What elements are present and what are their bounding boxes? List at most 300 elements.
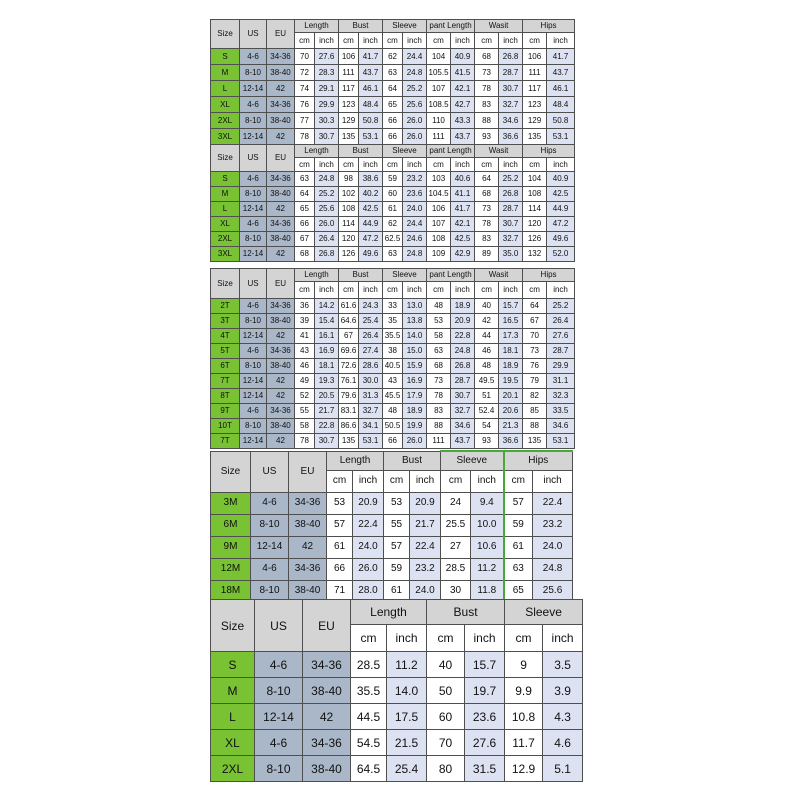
inch-cell: 16.9 (403, 374, 427, 389)
cm-cell: 73 (475, 65, 499, 81)
cm-cell: 129 (523, 113, 547, 129)
cm-cell: 38 (383, 344, 403, 359)
inch-cell: 29.9 (547, 359, 575, 374)
inch-cell: 18.1 (499, 344, 523, 359)
cm-cell: 64 (383, 81, 403, 97)
table-row (211, 374, 575, 389)
table-row (211, 97, 575, 113)
cm-cell: 132 (523, 247, 547, 262)
cm-cell: 85 (523, 404, 547, 419)
cm-cell: 35.5 (351, 678, 387, 704)
cm-cell: 35 (383, 314, 403, 329)
inch-cell: 19.9 (403, 419, 427, 434)
cm-cell: 42 (475, 314, 499, 329)
group-header-sleeve: Sleeve (383, 145, 427, 158)
cm-cell: 104 (427, 49, 451, 65)
inch-cell: 34.6 (451, 419, 475, 434)
cm-cell: 135 (523, 434, 547, 449)
unit-inch: inch (451, 282, 475, 299)
inch-cell: 23.6 (465, 704, 505, 730)
table-row (211, 404, 575, 419)
eu-cell: 34-36 (267, 172, 295, 187)
inch-cell: 41.7 (451, 202, 475, 217)
cm-cell: 88 (475, 113, 499, 129)
inch-cell: 26.8 (315, 247, 339, 262)
us-cell: 4-6 (240, 344, 267, 359)
inch-cell: 17.3 (499, 329, 523, 344)
group-header-bust: Bust (427, 600, 505, 625)
inch-cell: 52.0 (547, 247, 575, 262)
cm-cell: 11.7 (505, 730, 543, 756)
cm-cell: 63 (383, 247, 403, 262)
unit-cm: cm (339, 282, 359, 299)
inch-cell: 53.1 (359, 129, 383, 145)
group-header-sleeve: Sleeve (441, 451, 504, 470)
inch-cell: 14.0 (403, 329, 427, 344)
inch-cell: 26.4 (315, 232, 339, 247)
inch-cell: 48.4 (547, 97, 575, 113)
cm-cell: 114 (523, 202, 547, 217)
inch-cell: 15.0 (403, 344, 427, 359)
inch-cell: 10.6 (471, 536, 504, 558)
cm-cell: 44.5 (351, 704, 387, 730)
table-row (211, 129, 575, 145)
inch-cell: 26.0 (403, 113, 427, 129)
header-eu: EU (303, 600, 351, 652)
cm-cell: 70 (523, 329, 547, 344)
inch-cell: 41.7 (547, 49, 575, 65)
group-header-sleeve: Sleeve (383, 269, 427, 282)
cm-cell: 36 (295, 299, 315, 314)
size-cell: 12M (211, 558, 251, 580)
inch-cell: 20.9 (410, 492, 441, 514)
inch-cell: 11.2 (471, 558, 504, 580)
cm-cell: 63 (427, 344, 451, 359)
inch-cell: 24.6 (403, 232, 427, 247)
inch-cell: 15.7 (465, 652, 505, 678)
size-cell: S (211, 172, 240, 187)
us-cell: 4-6 (240, 404, 267, 419)
inch-cell: 16.5 (499, 314, 523, 329)
header-size: Size (211, 20, 240, 49)
us-cell: 4-6 (240, 97, 267, 113)
inch-cell: 24.3 (359, 299, 383, 314)
inch-cell: 26.0 (403, 434, 427, 449)
inch-cell: 25.2 (547, 299, 575, 314)
table-row (211, 81, 575, 97)
header-eu: EU (267, 269, 295, 299)
size-cell: S (211, 49, 240, 65)
inch-cell: 19.5 (499, 374, 523, 389)
unit-cm: cm (523, 33, 547, 49)
eu-cell: 34-36 (303, 730, 351, 756)
size-cell: XL (211, 730, 255, 756)
cm-cell: 53 (384, 492, 410, 514)
cm-cell: 78 (427, 389, 451, 404)
header-us: US (240, 145, 267, 172)
cm-cell: 105.5 (427, 65, 451, 81)
cm-cell: 72.6 (339, 359, 359, 374)
cm-cell: 83 (475, 97, 499, 113)
cm-cell: 123 (339, 97, 359, 113)
inch-cell: 49.6 (547, 232, 575, 247)
inch-cell: 15.7 (499, 299, 523, 314)
cm-cell: 24 (441, 492, 471, 514)
group-header-sleeve: Sleeve (383, 20, 427, 33)
inch-cell: 24.0 (410, 580, 441, 602)
inch-cell: 41.5 (451, 65, 475, 81)
header-eu: EU (267, 145, 295, 172)
unit-cm: cm (427, 33, 451, 49)
cm-cell: 78 (475, 217, 499, 232)
size-cell: L (211, 202, 240, 217)
inch-cell: 32.7 (499, 97, 523, 113)
cm-cell: 126 (523, 232, 547, 247)
cm-cell: 57 (327, 514, 353, 536)
inch-cell: 43.7 (547, 65, 575, 81)
cm-cell: 58 (427, 329, 451, 344)
inch-cell: 24.8 (451, 344, 475, 359)
inch-cell: 23.2 (533, 514, 573, 536)
unit-cm: cm (475, 33, 499, 49)
eu-cell: 34-36 (267, 299, 295, 314)
unit-inch: inch (547, 282, 575, 299)
unit-cm: cm (339, 158, 359, 172)
inch-cell: 42.7 (451, 97, 475, 113)
inch-cell: 28.7 (451, 374, 475, 389)
inch-cell: 30.7 (315, 434, 339, 449)
inch-cell: 4.3 (543, 704, 583, 730)
inch-cell: 22.8 (315, 419, 339, 434)
inch-cell: 35.0 (499, 247, 523, 262)
unit-inch: inch (499, 282, 523, 299)
inch-cell: 50.8 (547, 113, 575, 129)
inch-cell: 29.1 (315, 81, 339, 97)
unit-inch: inch (451, 158, 475, 172)
inch-cell: 30.7 (451, 389, 475, 404)
unit-inch: inch (465, 625, 505, 652)
table-row (211, 419, 575, 434)
cm-cell: 48 (475, 359, 499, 374)
cm-cell: 120 (523, 217, 547, 232)
inch-cell: 24.0 (353, 536, 384, 558)
group-header-hips: Hips (523, 269, 575, 282)
cm-cell: 66 (383, 434, 403, 449)
eu-cell: 42 (289, 536, 327, 558)
group-header-length: Length (295, 269, 339, 282)
cm-cell: 55 (384, 514, 410, 536)
inch-cell: 40.9 (547, 172, 575, 187)
table-row (211, 359, 575, 374)
cm-cell: 109 (427, 247, 451, 262)
cm-cell: 64.5 (351, 756, 387, 782)
cm-cell: 61 (327, 536, 353, 558)
size-cell: XL (211, 217, 240, 232)
size-cell: XL (211, 97, 240, 113)
inch-cell: 41.1 (451, 187, 475, 202)
cm-cell: 68 (427, 359, 451, 374)
cm-cell: 63 (504, 558, 533, 580)
cm-cell: 83.1 (339, 404, 359, 419)
inch-cell: 17.5 (387, 704, 427, 730)
us-cell: 4-6 (251, 492, 289, 514)
cm-cell: 135 (339, 129, 359, 145)
cm-cell: 28.5 (351, 652, 387, 678)
header-eu: EU (289, 451, 327, 492)
cm-cell: 78 (475, 81, 499, 97)
eu-cell: 38-40 (267, 65, 295, 81)
cm-cell: 51 (475, 389, 499, 404)
table-row (211, 314, 575, 329)
cm-cell: 66 (295, 217, 315, 232)
eu-cell: 42 (267, 329, 295, 344)
cm-cell: 52.4 (475, 404, 499, 419)
inch-cell: 40.6 (451, 172, 475, 187)
size-cell: 8T (211, 389, 240, 404)
cm-cell: 106 (523, 49, 547, 65)
cm-cell: 67 (295, 232, 315, 247)
header-row (211, 269, 575, 282)
header-size: Size (211, 269, 240, 299)
size-cell: 2T (211, 299, 240, 314)
inch-cell: 38.6 (359, 172, 383, 187)
inch-cell: 43.7 (451, 434, 475, 449)
cm-cell: 44 (475, 329, 499, 344)
cm-cell: 59 (383, 172, 403, 187)
inch-cell: 26.8 (499, 187, 523, 202)
inch-cell: 27.6 (547, 329, 575, 344)
cm-cell: 57 (384, 536, 410, 558)
table-row (211, 49, 575, 65)
inch-cell: 44.9 (547, 202, 575, 217)
cm-cell: 86.6 (339, 419, 359, 434)
eu-cell: 42 (303, 704, 351, 730)
inch-cell: 18.1 (315, 359, 339, 374)
inch-cell: 24.8 (403, 65, 427, 81)
cm-cell: 67 (523, 314, 547, 329)
eu-cell: 38-40 (289, 580, 327, 602)
unit-cm: cm (427, 158, 451, 172)
inch-cell: 30.7 (499, 217, 523, 232)
header-size: Size (211, 145, 240, 172)
header-size: Size (211, 451, 251, 492)
cm-cell: 62 (383, 49, 403, 65)
cm-cell: 40 (475, 299, 499, 314)
inch-cell: 3.5 (543, 652, 583, 678)
cm-cell: 9 (505, 652, 543, 678)
cm-cell: 73 (475, 202, 499, 217)
size-cell: 9M (211, 536, 251, 558)
unit-cm: cm (523, 282, 547, 299)
cm-cell: 107 (427, 81, 451, 97)
cm-cell: 12.9 (505, 756, 543, 782)
cm-cell: 108 (427, 232, 451, 247)
cm-cell: 62.5 (383, 232, 403, 247)
inch-cell: 42.9 (451, 247, 475, 262)
inch-cell: 24.4 (403, 217, 427, 232)
inch-cell: 5.1 (543, 756, 583, 782)
inch-cell: 25.6 (403, 97, 427, 113)
cm-cell: 64.6 (339, 314, 359, 329)
group-header-bust: Bust (339, 20, 383, 33)
inch-cell: 20.5 (315, 389, 339, 404)
inch-cell: 13.8 (403, 314, 427, 329)
inch-cell: 4.6 (543, 730, 583, 756)
inch-cell: 9.4 (471, 492, 504, 514)
inch-cell: 24.0 (533, 536, 573, 558)
inch-cell: 24.8 (315, 172, 339, 187)
cm-cell: 104.5 (427, 187, 451, 202)
inch-cell: 30.7 (315, 129, 339, 145)
inch-cell: 28.6 (359, 359, 383, 374)
eu-cell: 34-36 (267, 404, 295, 419)
group-header-hips: Hips (523, 145, 575, 158)
unit-cm: cm (475, 282, 499, 299)
cm-cell: 66 (383, 113, 403, 129)
inch-cell: 36.6 (499, 434, 523, 449)
size-cell: 2XL (211, 756, 255, 782)
cm-cell: 72 (295, 65, 315, 81)
size-cell: 2XL (211, 113, 240, 129)
us-cell: 8-10 (255, 756, 303, 782)
unit-cm: cm (327, 470, 353, 492)
inch-cell: 19.3 (315, 374, 339, 389)
inch-cell: 28.0 (353, 580, 384, 602)
cm-cell: 50.5 (383, 419, 403, 434)
inch-cell: 32.7 (499, 232, 523, 247)
us-cell: 12-14 (240, 129, 267, 145)
us-cell: 12-14 (240, 389, 267, 404)
cm-cell: 48 (383, 404, 403, 419)
unit-cm: cm (427, 282, 451, 299)
table-row (211, 299, 575, 314)
inch-cell: 26.0 (353, 558, 384, 580)
group-header-sleeve: Sleeve (505, 600, 583, 625)
inch-cell: 42.1 (451, 217, 475, 232)
eu-cell: 34-36 (289, 558, 327, 580)
table-row (211, 187, 575, 202)
unit-inch: inch (403, 282, 427, 299)
inch-cell: 30.3 (315, 113, 339, 129)
eu-cell: 42 (267, 389, 295, 404)
us-cell: 8-10 (240, 419, 267, 434)
inch-cell: 15.9 (403, 359, 427, 374)
inch-cell: 26.4 (359, 329, 383, 344)
inch-cell: 19.7 (465, 678, 505, 704)
cm-cell: 78 (295, 129, 315, 145)
inch-cell: 26.4 (547, 314, 575, 329)
inch-cell: 26.8 (451, 359, 475, 374)
group-header-length: Length (295, 145, 339, 158)
table-row (211, 492, 573, 514)
cm-cell: 10.8 (505, 704, 543, 730)
table-row (211, 217, 575, 232)
us-cell: 8-10 (251, 514, 289, 536)
inch-cell: 18.9 (451, 299, 475, 314)
cm-cell: 102 (339, 187, 359, 202)
table-row (211, 730, 583, 756)
inch-cell: 24.8 (533, 558, 573, 580)
cm-cell: 46 (475, 344, 499, 359)
unit-inch: inch (547, 158, 575, 172)
header-row (211, 20, 575, 33)
inch-cell: 43.7 (451, 129, 475, 145)
inch-cell: 44.9 (359, 217, 383, 232)
eu-cell: 38-40 (303, 678, 351, 704)
group-header-bust: Bust (384, 451, 441, 470)
inch-cell: 21.5 (387, 730, 427, 756)
cm-cell: 79 (523, 374, 547, 389)
cm-cell: 108 (523, 187, 547, 202)
group-header-hips: Hips (504, 451, 573, 470)
unit-inch: inch (410, 470, 441, 492)
size-cell: 3XL (211, 247, 240, 262)
unit-cm: cm (441, 470, 471, 492)
unit-cm: cm (351, 625, 387, 652)
cm-cell: 77 (295, 113, 315, 129)
inch-cell: 14.2 (315, 299, 339, 314)
cm-cell: 65 (504, 580, 533, 602)
cm-cell: 71 (327, 580, 353, 602)
group-header-pant-length: pant Length (427, 145, 475, 158)
cm-cell: 65 (295, 202, 315, 217)
us-cell: 8-10 (240, 65, 267, 81)
inch-cell: 42.5 (547, 187, 575, 202)
inch-cell: 17.9 (403, 389, 427, 404)
cm-cell: 69.6 (339, 344, 359, 359)
us-cell: 12-14 (240, 329, 267, 344)
us-cell: 4-6 (255, 652, 303, 678)
inch-cell: 53.1 (547, 129, 575, 145)
inch-cell: 27.6 (315, 49, 339, 65)
unit-inch: inch (359, 158, 383, 172)
us-cell: 4-6 (240, 299, 267, 314)
cm-cell: 27 (441, 536, 471, 558)
size-cell: 5T (211, 344, 240, 359)
cm-cell: 62 (383, 217, 403, 232)
eu-cell: 42 (267, 374, 295, 389)
inch-cell: 21.7 (315, 404, 339, 419)
inch-cell: 25.2 (499, 172, 523, 187)
cm-cell: 126 (339, 247, 359, 262)
inch-cell: 27.6 (465, 730, 505, 756)
cm-cell: 25.5 (441, 514, 471, 536)
size-table-1 (210, 19, 575, 145)
inch-cell: 20.1 (499, 389, 523, 404)
unit-inch: inch (543, 625, 583, 652)
cm-cell: 88 (427, 419, 451, 434)
inch-cell: 40.2 (359, 187, 383, 202)
cm-cell: 53 (327, 492, 353, 514)
group-header-bust: Bust (339, 145, 383, 158)
inch-cell: 26.0 (315, 217, 339, 232)
eu-cell: 34-36 (303, 652, 351, 678)
unit-cm: cm (427, 625, 465, 652)
cm-cell: 57 (504, 492, 533, 514)
inch-cell: 23.2 (403, 172, 427, 187)
cm-cell: 111 (523, 65, 547, 81)
cm-cell: 33 (383, 299, 403, 314)
cm-cell: 111 (427, 129, 451, 145)
eu-cell: 34-36 (267, 97, 295, 113)
cm-cell: 83 (427, 404, 451, 419)
unit-inch: inch (387, 625, 427, 652)
inch-cell: 32.7 (359, 404, 383, 419)
inch-cell: 20.9 (451, 314, 475, 329)
us-cell: 4-6 (240, 172, 267, 187)
inch-cell: 3.9 (543, 678, 583, 704)
inch-cell: 21.7 (410, 514, 441, 536)
